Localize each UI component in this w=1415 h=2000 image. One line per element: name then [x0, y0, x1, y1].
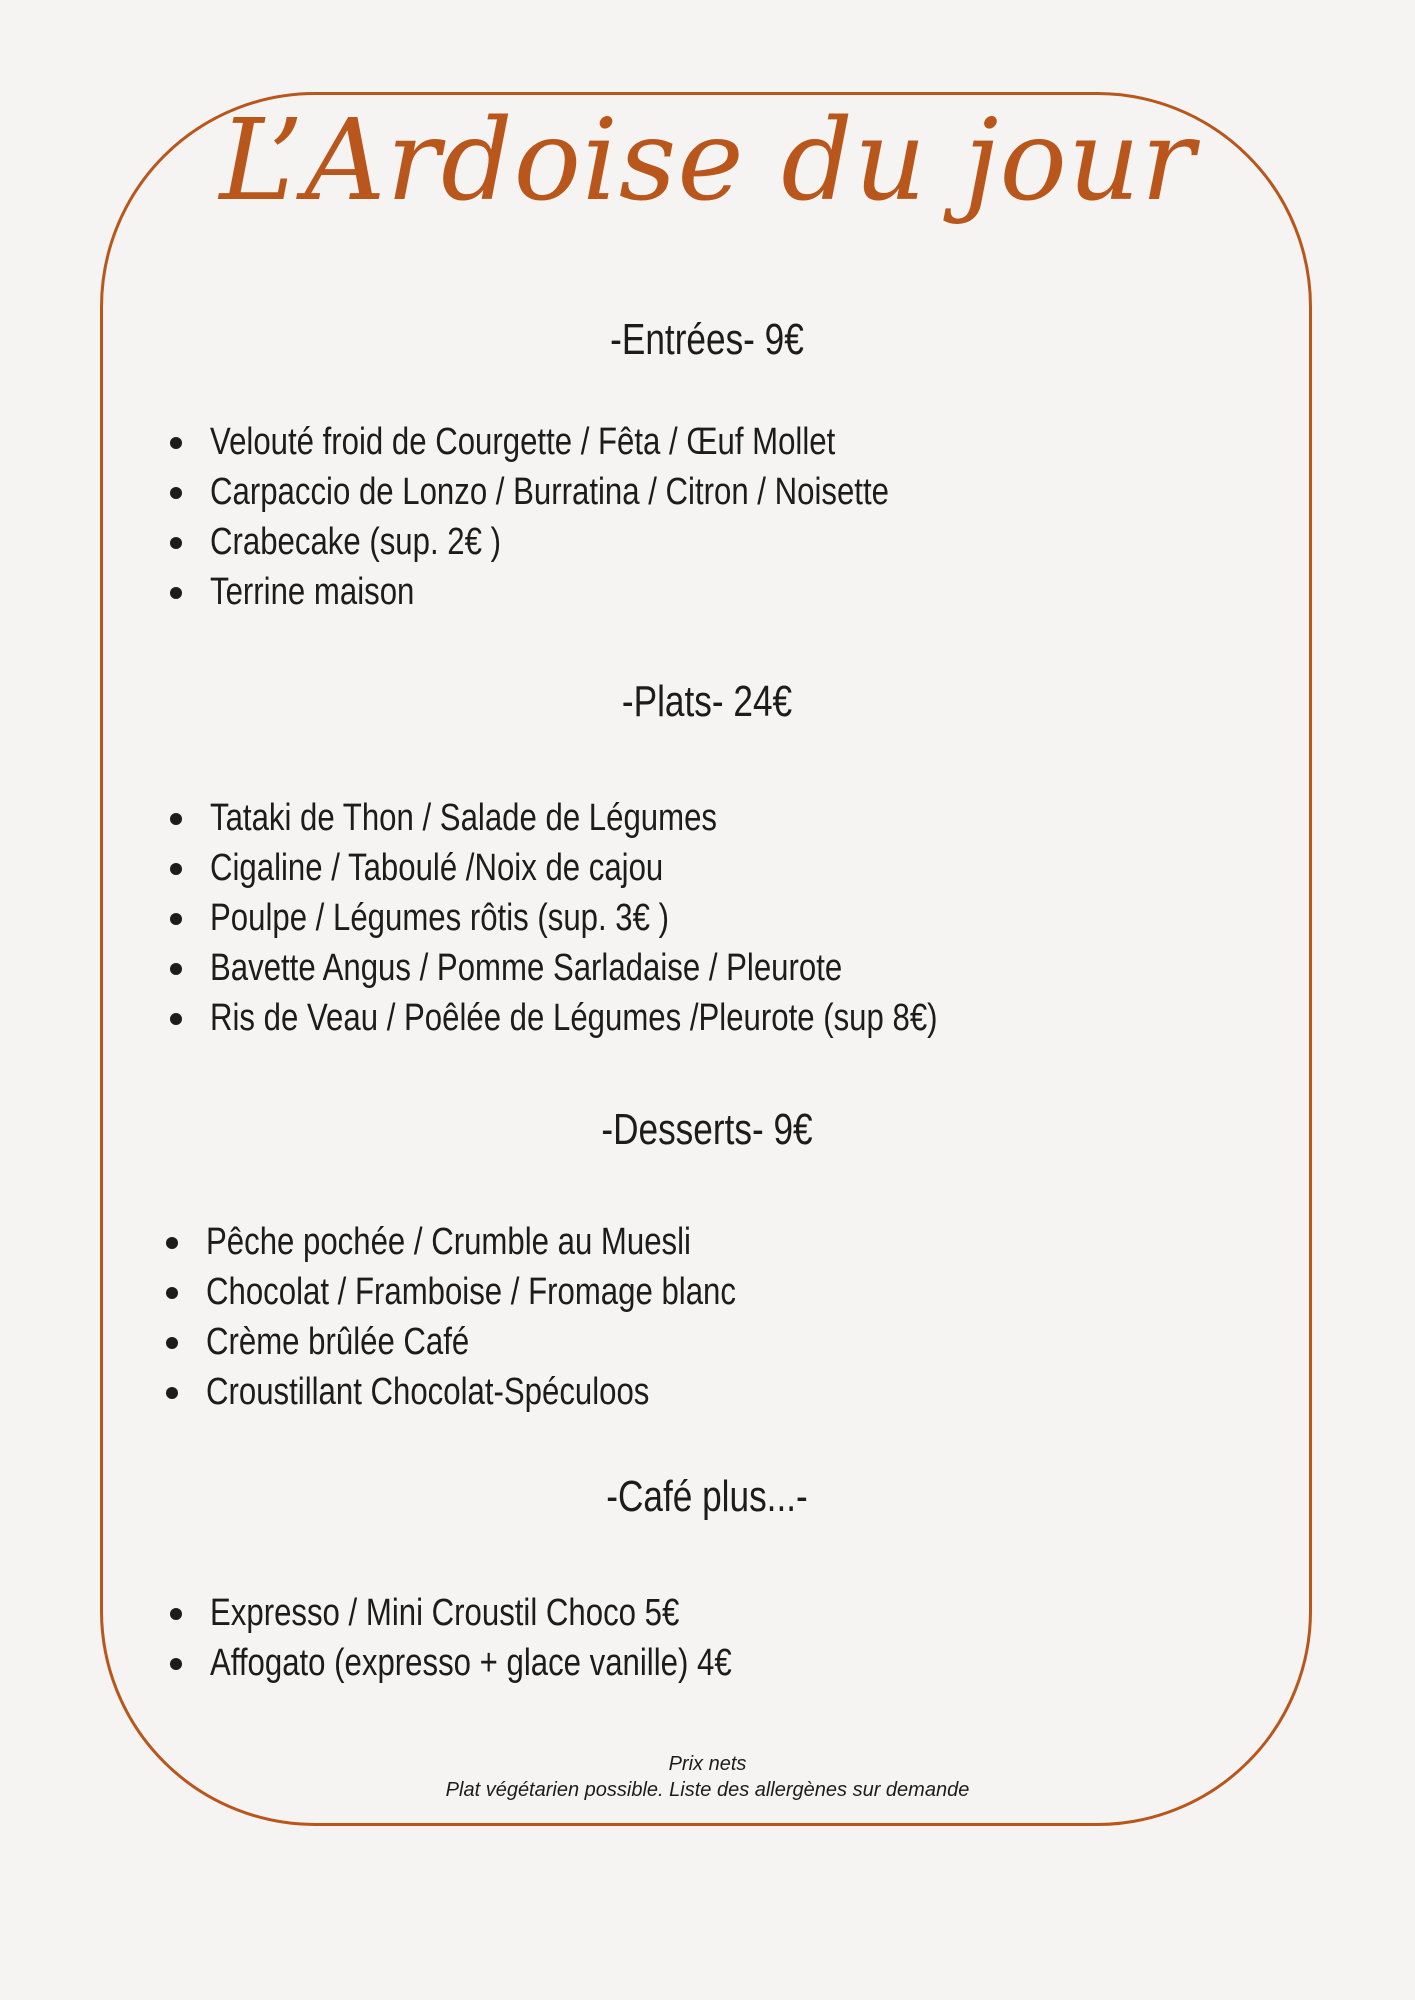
bullet-icon [170, 437, 182, 449]
section-heading-plats: -Plats- 24€ [621, 677, 793, 726]
menu-title: L’Ardoise du jour [219, 96, 1196, 226]
bullet-icon [170, 913, 182, 925]
footer-prix-nets: Prix nets [668, 1753, 747, 1775]
bullet-icon [170, 1013, 182, 1025]
bullet-icon [170, 963, 182, 975]
bullet-icon [166, 1337, 178, 1349]
section-heading-cafe: -Café plus...- [606, 1472, 808, 1521]
bullet-icon [170, 1608, 182, 1620]
bullet-icon [166, 1387, 178, 1399]
section-heading-entrees: -Entrées- 9€ [610, 315, 804, 364]
section-heading-desserts: -Desserts- 9€ [601, 1105, 813, 1154]
bullet-icon [170, 537, 182, 549]
footer-allergens-note: Plat végétarien possible. Liste des allergènes sur demande [445, 1779, 970, 1801]
bullet-icon [170, 863, 182, 875]
bullet-icon [166, 1237, 178, 1249]
bullet-icon [170, 487, 182, 499]
bullet-icon [166, 1287, 178, 1299]
bullet-icon [170, 1658, 182, 1670]
bullet-icon [170, 813, 182, 825]
bullet-icon [170, 587, 182, 599]
